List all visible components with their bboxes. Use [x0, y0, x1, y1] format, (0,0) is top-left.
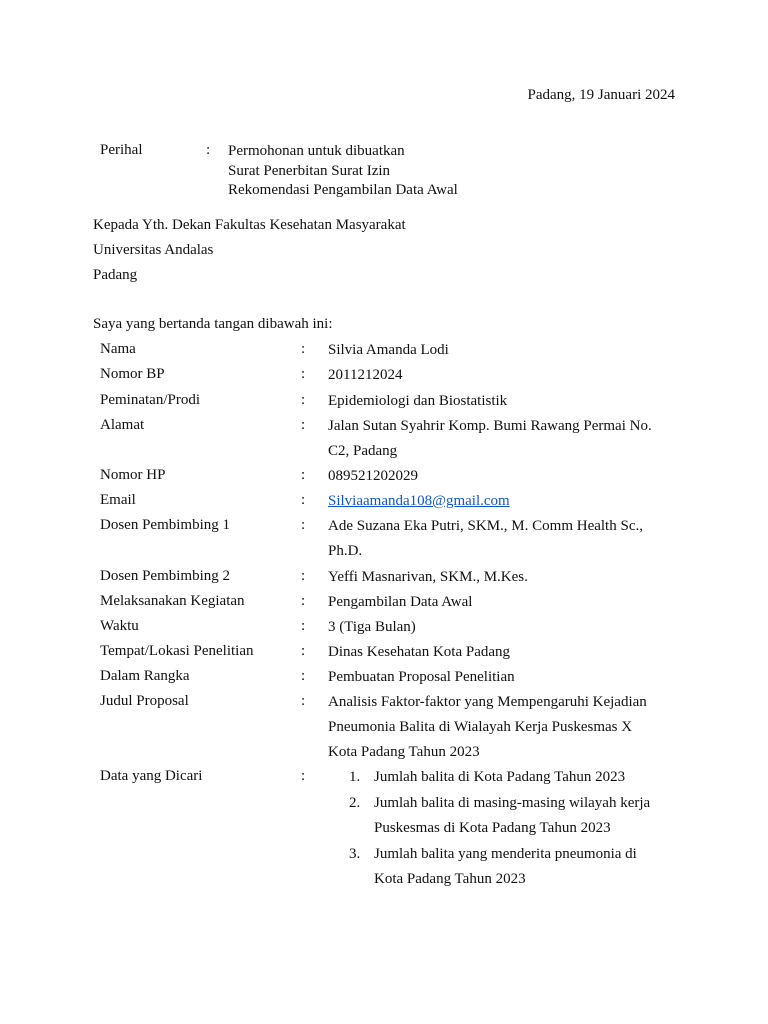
- field-value-peminatan: [328, 389, 507, 414]
- field-value-judul: [328, 690, 647, 766]
- list-text: [374, 842, 637, 892]
- letter-date: Padang, 19 Januari 2024: [527, 87, 675, 103]
- value-line: Jalan Sutan Syahrir Komp. Bumi Rawang Permai No.: [328, 418, 652, 434]
- field-colon: :: [301, 492, 306, 508]
- field-value-kegiatan: [328, 590, 472, 615]
- subject-line: Rekomendasi Pengambilan Data Awal: [228, 182, 458, 198]
- list-line: Jumlah balita yang menderita pneumonia di: [374, 846, 637, 862]
- field-label-data-dicari: Data yang Dicari: [100, 768, 203, 784]
- value-line: Silvia Amanda Lodi: [328, 342, 449, 358]
- field-colon: :: [301, 392, 306, 408]
- field-value-dalam-rangka: [328, 665, 515, 690]
- value-line: 2011212024: [328, 367, 403, 383]
- field-colon: :: [301, 643, 306, 659]
- list-line: Jumlah balita di Kota Padang Tahun 2023: [374, 769, 626, 785]
- field-label-nama: Nama: [100, 341, 136, 357]
- value-line: C2, Padang: [328, 443, 398, 460]
- field-value-dosen-2: [328, 565, 528, 590]
- field-value-nomor-bp: [328, 363, 402, 388]
- field-value-nomor-hp: [328, 464, 418, 489]
- value-line: 3 (Tiga Bulan): [328, 619, 416, 635]
- field-value-alamat: [328, 414, 652, 464]
- value-line: Ph.D.: [328, 543, 363, 560]
- field-colon: :: [301, 467, 306, 483]
- field-colon: :: [301, 517, 306, 533]
- field-colon: :: [301, 693, 306, 709]
- field-label-dalam-rangka: Dalam Rangka: [100, 668, 190, 684]
- field-value-email: [328, 489, 510, 514]
- field-colon: :: [301, 618, 306, 634]
- field-value-lokasi: [328, 640, 510, 665]
- field-colon: :: [301, 568, 306, 584]
- field-label-alamat: Alamat: [100, 417, 145, 433]
- field-label-nomor-bp: Nomor BP: [100, 366, 165, 382]
- field-label-waktu: Waktu: [100, 618, 139, 634]
- value-line: Yeffi Masnarivan, SKM., M.Kes.: [328, 569, 528, 585]
- field-label-kegiatan: Melaksanakan Kegiatan: [100, 593, 245, 609]
- subject-line: Permohonan untuk dibuatkan: [228, 143, 405, 159]
- list-line: Puskesmas di Kota Padang Tahun 2023: [374, 820, 611, 837]
- value-line: Ade Suzana Eka Putri, SKM., M. Comm Health Sc.,: [328, 518, 643, 534]
- list-line: Jumlah balita di masing-masing wilayah kerja: [374, 795, 651, 811]
- list-number: 2.: [349, 795, 361, 811]
- recipient-line: Universitas Andalas: [93, 242, 214, 258]
- subject-colon: :: [206, 142, 211, 158]
- field-colon: :: [301, 668, 306, 684]
- list-number: 3.: [349, 846, 361, 862]
- email-link[interactable]: Silviaamanda108@gmail.com: [328, 493, 510, 509]
- value-line: Pengambilan Data Awal: [328, 594, 473, 610]
- intro-text: Saya yang bertanda tangan dibawah ini:: [93, 316, 333, 332]
- list-text: [374, 791, 650, 841]
- field-label-email: Email: [100, 492, 136, 508]
- value-line: Epidemiologi dan Biostatistik: [328, 393, 508, 409]
- field-value-dosen-1: [328, 514, 643, 564]
- value-line: Kota Padang Tahun 2023: [328, 744, 480, 761]
- list-number: 1.: [349, 769, 361, 785]
- list-text: [374, 765, 625, 790]
- value-line: Analisis Faktor-faktor yang Mempengaruhi Kejadian: [328, 694, 647, 710]
- field-value-waktu: [328, 615, 416, 640]
- field-label-nomor-hp: Nomor HP: [100, 467, 166, 483]
- recipient-line: Padang: [93, 267, 138, 283]
- field-label-dosen-2: Dosen Pembimbing 2: [100, 568, 230, 584]
- list-line: Kota Padang Tahun 2023: [374, 871, 526, 888]
- field-value-nama: [328, 338, 449, 363]
- recipient-line: Kepada Yth. Dekan Fakultas Kesehatan Masyarakat: [93, 217, 406, 233]
- subject-label: Perihal: [100, 142, 143, 158]
- value-line: 089521202029: [328, 468, 418, 484]
- field-colon: :: [301, 417, 306, 433]
- field-colon: :: [301, 341, 306, 357]
- field-label-judul: Judul Proposal: [100, 693, 189, 709]
- field-label-peminatan: Peminatan/Prodi: [100, 392, 200, 408]
- field-colon: :: [301, 593, 306, 609]
- field-label-dosen-1: Dosen Pembimbing 1: [100, 517, 230, 533]
- subject-line: Surat Penerbitan Surat Izin: [228, 162, 391, 179]
- subject-text: [228, 142, 458, 201]
- field-label-lokasi: Tempat/Lokasi Penelitian: [100, 643, 254, 659]
- field-colon: :: [301, 768, 306, 784]
- field-colon: :: [301, 366, 306, 382]
- value-line: Dinas Kesehatan Kota Padang: [328, 644, 511, 660]
- value-line: Pembuatan Proposal Penelitian: [328, 669, 515, 685]
- value-line: Pneumonia Balita di Wialayah Kerja Puskesmas X: [328, 719, 633, 736]
